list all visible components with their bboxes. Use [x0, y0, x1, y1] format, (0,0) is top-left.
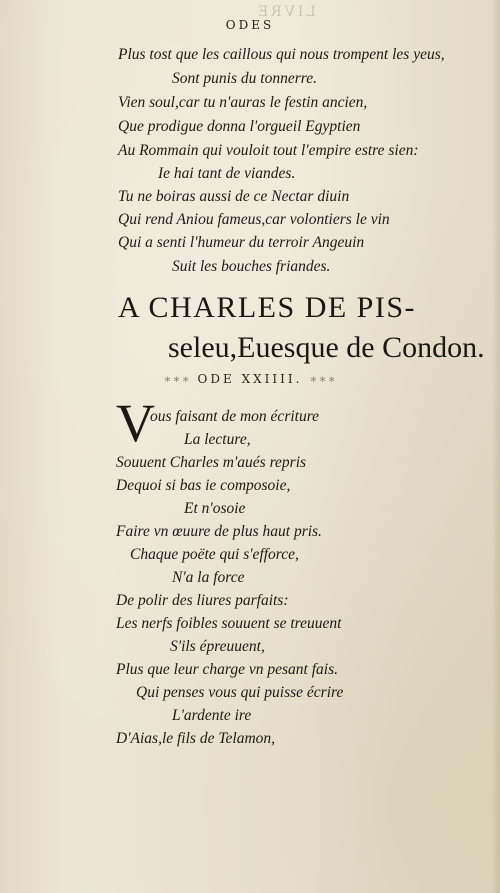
verse-line: S'ils épreuuent, [170, 638, 265, 655]
verse-line: L'ardente ire [172, 707, 252, 724]
verse-line: Les nerfs foibles souuent se treuuent [116, 615, 342, 632]
verse-line: D'Aias,le fils de Telamon, [116, 730, 276, 747]
verse-line: Qui a senti l'humeur du terroir Angeuin [118, 234, 365, 251]
dedication-title-line-1: A CHARLES DE PIS- [118, 291, 417, 324]
page-gutter-shadow [492, 0, 500, 893]
verse-line: La lecture, [184, 431, 251, 448]
verse-line: Chaque poëte qui s'efforce, [130, 546, 299, 563]
verse-line: Sont punis du tonnerre. [172, 70, 317, 87]
verse-line: Suit les bouches friandes. [172, 258, 331, 275]
verse-line: Dequoi si bas ie composoie, [116, 477, 291, 494]
verse-line: Vien soul,car tu n'auras le festin ancien, [118, 94, 368, 111]
bleed-through-running-head: LIVRE [255, 4, 316, 20]
verse-line: Plus tost que les caillous qui nous trompent les yeus, [118, 46, 445, 63]
ode-heading [0, 372, 500, 386]
verse-line: Que prodigue donna l'orgueil Egyptien [118, 118, 361, 135]
verse-line: Tu ne boiras aussi de ce Nectar diuin [118, 188, 350, 205]
ode-number: ODE XXIIII. [197, 372, 303, 386]
verse-line: Plus que leur charge vn pesant fais. [116, 661, 338, 678]
ornament-left: ∗∗∗ [163, 372, 191, 386]
verse-line: De polir des liures parfaits: [116, 592, 289, 609]
verse-line: Souuent Charles m'aués repris [116, 454, 307, 471]
verse-line: Faire vn œuure de plus haut pris. [116, 523, 322, 540]
verse-line: Qui rend Aniou fameus,car volontiers le vin [118, 211, 390, 228]
verse-line: Qui penses vous qui puisse écrire [136, 684, 344, 701]
verse-line: Au Rommain qui vouloit tout l'empire estre sien: [118, 142, 419, 159]
running-head: ODES [225, 18, 275, 32]
dedication-title-line-2: seleu,Euesque de Condon. [168, 331, 485, 364]
verse-line: N'a la force [172, 569, 245, 586]
ornament-right: ∗∗∗ [309, 372, 337, 386]
drop-capital: V [116, 393, 155, 453]
verse-line: Et n'osoie [184, 500, 246, 517]
verse-line: Ie hai tant de viandes. [158, 165, 296, 182]
verse-line: ous faisant de mon écriture [150, 408, 320, 425]
